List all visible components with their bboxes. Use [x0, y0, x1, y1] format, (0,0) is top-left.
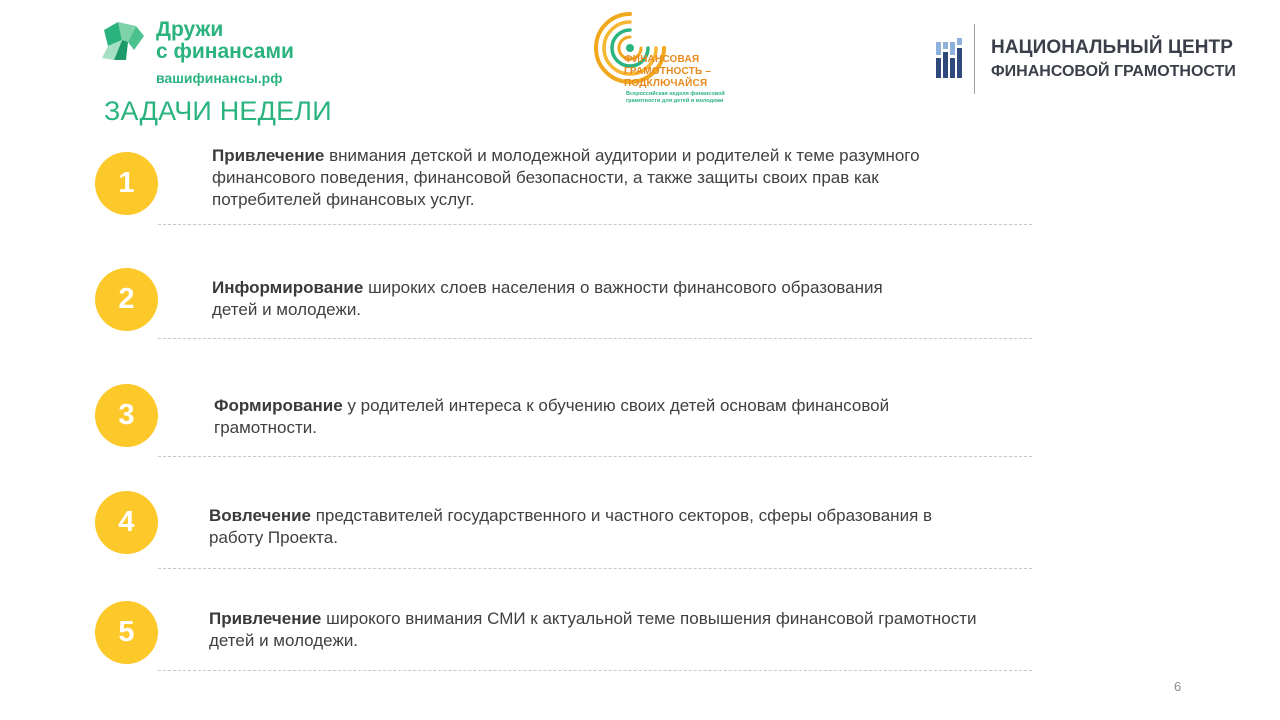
task-line: потребителей финансовых услуг. — [212, 190, 475, 209]
task-line: широких слоев населения о важности финансового образования — [363, 278, 883, 297]
number-badge: 3 — [95, 384, 158, 447]
logo-center-line3: ПОДКЛЮЧАЙСЯ — [624, 78, 708, 89]
task-keyword: Вовлечение — [209, 506, 311, 525]
logo-right-line2: ФИНАНСОВОЙ ГРАМОТНОСТИ — [991, 63, 1236, 80]
task-line: внимания детской и молодежной аудитории и родителей к теме разумного — [324, 146, 920, 165]
task-keyword: Привлечение — [212, 146, 325, 165]
task-text — [212, 277, 883, 321]
logo-divider — [974, 24, 975, 94]
logo-center-line1: ФИНАНСОВАЯ — [624, 54, 700, 65]
number-badge: 5 — [95, 601, 158, 664]
logo-center-small1: Всероссийская неделя финансовой — [626, 91, 725, 97]
task-line: широкого внимания СМИ к актуальной теме повышения финансовой грамотности — [321, 609, 977, 628]
logo-brand-line2: с финансами — [156, 40, 294, 63]
origami-dog-icon — [100, 20, 146, 64]
task-line: детей и молодежи. — [212, 300, 362, 319]
dashed-divider — [158, 568, 1032, 569]
task-line: грамотности. — [214, 418, 318, 437]
bar-chart-logo-icon — [936, 38, 962, 78]
dashed-divider — [158, 338, 1032, 339]
task-line: работу Проекта. — [209, 528, 338, 547]
logo-center-small2: грамотности для детей и молодежи — [626, 98, 724, 104]
number-badge: 1 — [95, 152, 158, 215]
number-badge: 2 — [95, 268, 158, 331]
logo-url: вашифинансы.рф — [156, 70, 283, 86]
task-text — [209, 505, 932, 549]
task-keyword: Информирование — [212, 278, 364, 297]
logo-right-line1: НАЦИОНАЛЬНЫЙ ЦЕНТР — [991, 37, 1234, 58]
dashed-divider — [158, 224, 1032, 225]
task-keyword: Формирование — [214, 396, 343, 415]
logo-center-line2: ГРАМОТНОСТЬ – — [624, 66, 712, 77]
task-line: детей и молодежи. — [209, 631, 359, 650]
task-keyword: Привлечение — [209, 609, 322, 628]
task-line: у родителей интереса к обучению своих детей основам финансовой — [342, 396, 890, 415]
task-line: финансового поведения, финансовой безопасности, а также защиты своих прав как — [212, 168, 879, 187]
logo-national-center — [936, 24, 1266, 94]
dashed-divider — [158, 456, 1032, 457]
number-badge: 4 — [95, 491, 158, 554]
task-text — [212, 145, 920, 211]
task-text — [214, 395, 889, 439]
page-title: ЗАДАЧИ НЕДЕЛИ — [104, 96, 332, 126]
logo-druzhi-s-finansami — [100, 18, 330, 90]
page-number: 6 — [1174, 679, 1182, 694]
task-line: представителей государственного и частного секторов, сферы образования в — [311, 506, 933, 525]
logo-financial-literacy — [590, 8, 750, 108]
dashed-divider — [158, 670, 1032, 671]
task-text — [209, 608, 977, 652]
logo-brand-line1: Дружи — [156, 18, 224, 41]
